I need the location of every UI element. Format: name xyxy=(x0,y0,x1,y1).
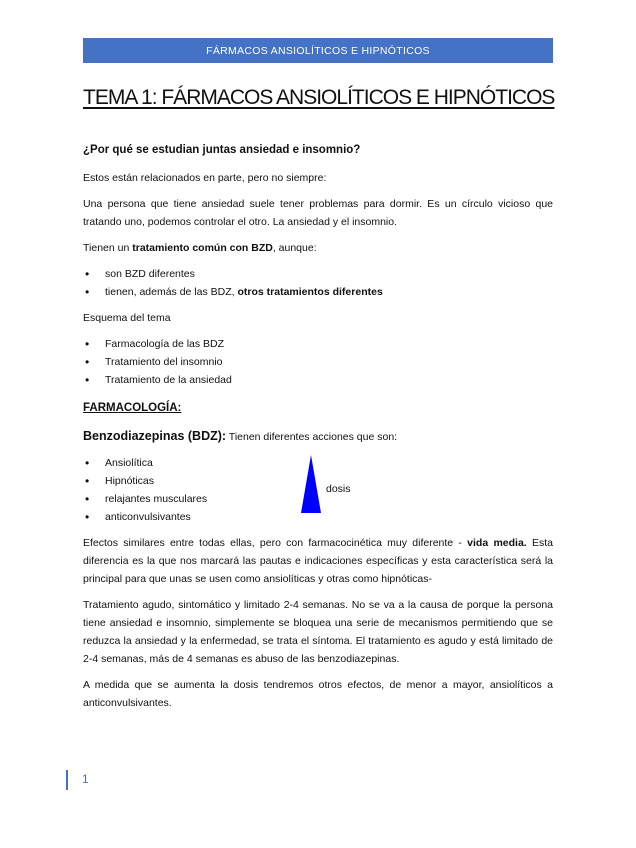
text-run: Tienen diferentes acciones que son: xyxy=(226,431,398,443)
list-item: • son BZD diferentes xyxy=(83,265,553,283)
list-item: • relajantes musculares xyxy=(83,490,553,508)
document-title: TEMA 1: FÁRMACOS ANSIOLÍTICOS E HIPNÓTICOS xyxy=(83,86,555,109)
running-header-text: FÁRMACOS ANSIOLÍTICOS E HIPNÓTICOS xyxy=(206,44,430,57)
text-run: , aunque: xyxy=(272,242,317,254)
bdz-intro xyxy=(83,427,553,446)
dose-triangle-svg xyxy=(299,454,359,514)
paragraph-vicious-circle: Una persona que tiene ansiedad suele tener problemas para dormir. Es un círculo vicioso que tratando uno, podemos controlar el otro. La ansiedad y el insomnio. xyxy=(83,198,553,228)
footer-accent-bar xyxy=(66,770,68,790)
paragraph-acute-treatment: Tratamiento agudo, sintomático y limitado 2-4 semanas. No se va a la causa de porque la persona tiene ansiedad e insomnio, simplemente se bloquea una serie de mecanismos permitiendo que se reduzca la ansiedad y la enfermedad, se trata el síntoma. El tratamiento es agudo y está limitado de 2-4 semanas, más de 4 semanas es abuso de las benzodiazepinas. xyxy=(83,599,553,665)
bullet-list-differences xyxy=(83,265,553,301)
paragraph-relation: Estos están relacionados en parte, pero no siempre: xyxy=(83,172,327,184)
paragraph-similar-effects xyxy=(83,534,553,588)
bold-run: tratamiento común con BZD xyxy=(132,242,273,254)
bdz-actions-block xyxy=(83,454,553,526)
paragraph-common-treatment xyxy=(83,239,553,257)
dose-diagram xyxy=(299,454,359,514)
list-item: • Ansiolítica xyxy=(83,454,553,472)
list-item: • Tratamiento de la ansiedad xyxy=(83,371,553,389)
page-number: 1 xyxy=(82,772,89,786)
dose-label: dosis xyxy=(326,483,351,495)
list-item: • Hipnóticas xyxy=(83,472,553,490)
running-header xyxy=(83,38,553,63)
list-item xyxy=(83,283,553,301)
text-run: Tienen un xyxy=(83,242,133,254)
text-run: tienen, además de las BDZ, xyxy=(105,286,238,298)
bold-run: otros tratamientos diferentes xyxy=(237,286,383,298)
paragraph-dose-effects: A medida que se aumenta la dosis tendremos otros efectos, de menor a mayor, ansiolíticos a anticonvulsivantes. xyxy=(83,679,553,709)
question-heading: ¿Por qué se estudian juntas ansiedad e insomnio? xyxy=(83,144,361,156)
text-run: Esta diferencia es la que nos marcará las pautas e indicaciones específicas y esta característica será la principal para que unas se usen como ansiolíticas y otras como hipnóticas- xyxy=(83,537,553,585)
scheme-label: Esquema del tema xyxy=(83,312,171,324)
list-item: • Tratamiento del insomnio xyxy=(83,353,553,371)
list-item: • Farmacología de las BDZ xyxy=(83,335,553,353)
bold-run: vida media. xyxy=(467,537,527,549)
bullet-list-scheme xyxy=(83,335,553,389)
section-heading-pharmacology: FARMACOLOGÍA: xyxy=(83,402,182,414)
list-item: • anticonvulsivantes xyxy=(83,508,553,526)
bdz-label: Benzodiazepinas (BDZ): xyxy=(83,429,227,443)
dose-triangle xyxy=(301,455,321,513)
document-body xyxy=(83,141,553,720)
text-run: Efectos similares entre todas ellas, pero con farmacocinética muy diferente - xyxy=(83,537,468,549)
